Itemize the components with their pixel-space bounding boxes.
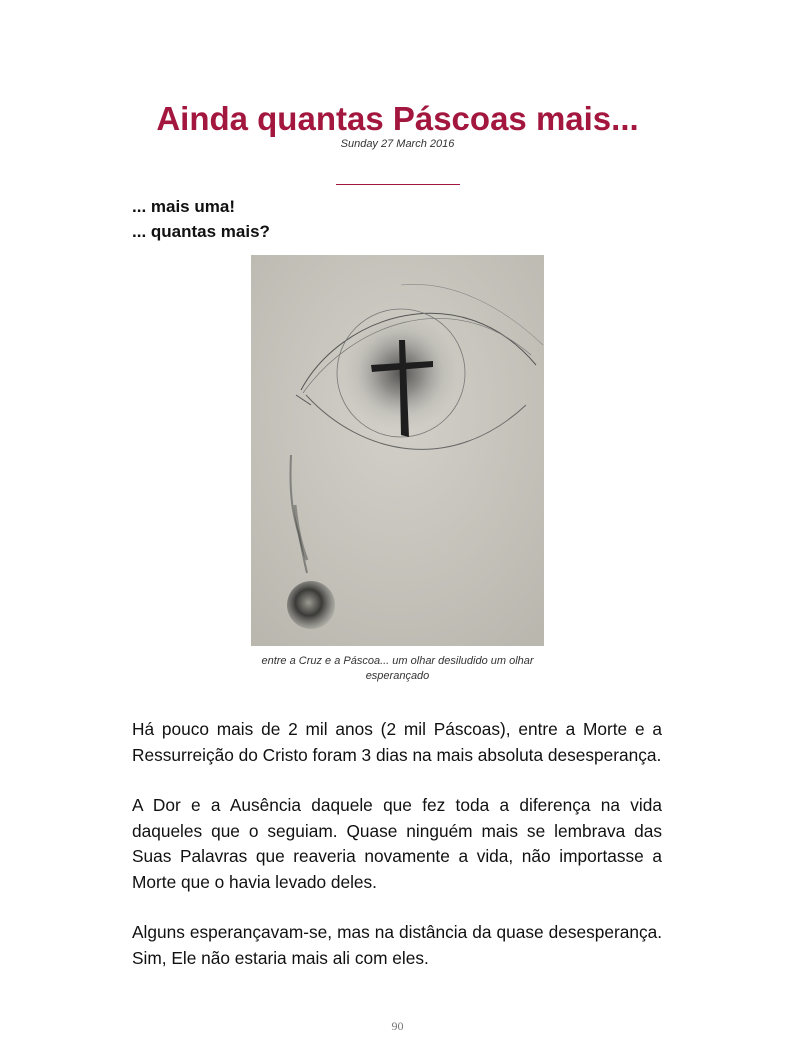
post-body	[132, 717, 662, 996]
post-date: Sunday 27 March 2016	[340, 138, 455, 150]
paragraph: Há pouco mais de 2 mil anos (2 mil Páscoas), entre a Morte e a Ressurreição do Cristo foram 3 dias na mais absoluta desesperança.	[132, 719, 662, 765]
title-divider	[336, 184, 460, 185]
paragraph: A Dor e a Ausência daquele que fez toda a diferença na vida daqueles que o seguiam. Quase ninguém mais se lembrava das Suas Palavras que reaveria novamente a vida, não importasse a Morte que o havia levado deles.	[132, 795, 662, 892]
intro-line: ... mais uma!	[132, 197, 235, 216]
image-caption: entre a Cruz e a Páscoa... um olhar desiludido um olhar esperançado	[261, 655, 534, 682]
page-number: 90	[391, 1019, 404, 1033]
pencil-drawing-image	[251, 255, 544, 646]
post-title: Ainda quantas Páscoas mais...	[156, 100, 639, 137]
eye-cross-drawing	[251, 255, 544, 646]
intro-block	[132, 194, 270, 244]
paragraph: Alguns esperançavam-se, mas na distância da quase desesperança. Sim, Ele não estaria mais ali com eles.	[132, 922, 662, 968]
intro-line: ... quantas mais?	[132, 222, 270, 241]
